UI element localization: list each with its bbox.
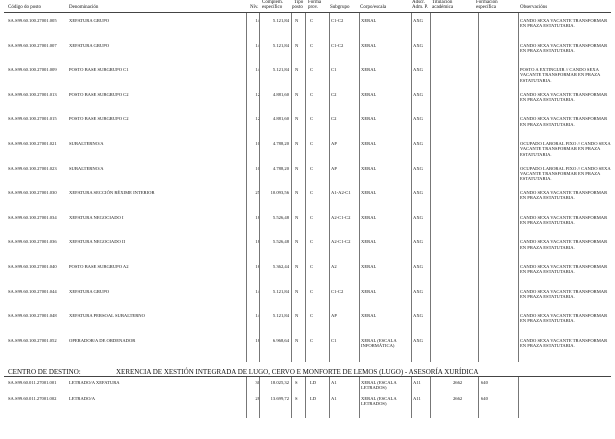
cell-adscr: AXG xyxy=(413,337,423,343)
cell-adscr: AXG xyxy=(413,67,423,73)
cell-forma: C xyxy=(310,116,314,122)
column-divider xyxy=(430,377,431,418)
cell-adscr: A11 xyxy=(413,380,421,385)
cell-complemento: 5.526,48 xyxy=(272,214,289,220)
header-corpo: Corpo/escala xyxy=(360,5,387,10)
cell-titulacion: 2662 xyxy=(453,396,463,401)
cell-subgrupo: A1-A2-C1 xyxy=(331,190,351,196)
cell-nivel: 12 xyxy=(255,116,260,122)
cell-adscr: AXG xyxy=(413,91,423,97)
cell-tipo: N xyxy=(295,313,299,319)
cell-tipo: N xyxy=(295,91,299,97)
cell-nivel: 10 xyxy=(255,141,260,146)
header-tipo-1: Tipo xyxy=(294,0,304,5)
cell-subgrupo: A1 xyxy=(331,396,337,401)
header-nivel: Nív. xyxy=(250,5,259,10)
header-complemento-2: específico xyxy=(262,5,283,10)
cell-denominacion: XEFATURA SECCIÓN RÉXIME INTERIOR xyxy=(69,190,155,196)
cell-complemento: 4.881,60 xyxy=(272,91,289,97)
cell-subgrupo: C1-C2 xyxy=(331,288,344,294)
cell-adscr: AXG xyxy=(413,42,423,48)
cell-adscr: A11 xyxy=(413,396,421,401)
cell-forma: C xyxy=(310,313,314,319)
cell-tipo: S xyxy=(295,380,298,385)
cell-tipo: N xyxy=(295,42,299,48)
cell-corpo: XERAL xyxy=(361,190,377,196)
column-divider xyxy=(291,377,292,418)
cell-observacions: CANDO SEXA VACANTE TRANSFORMAR EN PRAZA ESTATUTARIA. xyxy=(520,116,608,127)
cell-denominacion: POSTO BASE SUBGRUPO A2 xyxy=(69,264,129,269)
cell-tipo: N xyxy=(295,67,299,73)
cell-corpo: XERAL xyxy=(361,42,377,48)
cell-adscr: AXG xyxy=(413,116,423,122)
cell-adscr: AXG xyxy=(413,313,423,319)
cell-complemento: 5.121,84 xyxy=(272,18,289,23)
cell-complemento: 13.699,72 xyxy=(270,396,289,401)
column-divider xyxy=(359,13,360,362)
cell-denominacion: SUBALTERNO/A xyxy=(69,141,104,146)
cell-nivel: 10 xyxy=(255,165,260,171)
cell-forma: C xyxy=(310,141,314,146)
cell-observacions: CANDO SEXA VACANTE TRANSFORMAR EN PRAZA ESTATUTARIA. xyxy=(520,264,608,275)
cell-codigo: SA.S99.60.100.27001.048 xyxy=(8,313,57,319)
cell-subgrupo: C1 xyxy=(331,67,337,73)
cell-observacions: CANDO SEXA VACANTE TRANSFORMAR EN PRAZA ESTATUTARIA. xyxy=(520,42,608,53)
cell-corpo: XERAL xyxy=(361,313,377,319)
header-tipo-2: posto xyxy=(292,5,303,10)
cell-subgrupo: C1 xyxy=(331,337,337,343)
cell-corpo: XERAL xyxy=(361,116,377,122)
cell-nivel: 18 xyxy=(255,337,260,343)
cell-nivel: 30 xyxy=(255,380,260,385)
column-divider xyxy=(411,13,412,362)
cell-codigo: SA.S99.60.100.27001.023 xyxy=(8,165,57,171)
cell-forma: C xyxy=(310,91,314,97)
column-divider xyxy=(305,377,306,418)
cell-codigo: SA.S99.60.100.27001.052 xyxy=(8,337,57,343)
cell-forma: C xyxy=(310,165,314,171)
cell-nivel: 14 xyxy=(255,67,260,73)
cell-observacions: CANDO SEXA VACANTE TRANSFORMAR EN PRAZA ESTATUTARIA. xyxy=(520,288,608,299)
cell-complemento: 4.788,20 xyxy=(272,141,289,146)
cell-corpo: XERAL (ESCALA LETRADOS) xyxy=(361,380,397,391)
centro-rule xyxy=(4,376,611,377)
cell-nivel: 28 xyxy=(255,396,260,401)
column-divider xyxy=(329,377,330,418)
cell-formacion: 640 xyxy=(481,396,488,401)
cell-tipo: S xyxy=(295,396,298,401)
cell-adscr: AXG xyxy=(413,18,423,23)
cell-subgrupo: A2-C1-C2 xyxy=(331,239,351,245)
cell-nivel: 14 xyxy=(255,42,260,48)
cell-complemento: 4.881,60 xyxy=(272,116,289,122)
cell-corpo: XERAL xyxy=(361,67,377,73)
header-formacion-2: específica xyxy=(476,5,496,10)
cell-complemento: 5.362,44 xyxy=(272,264,289,269)
header-adscr-1: Adscr. xyxy=(412,0,425,5)
cell-corpo: XERAL xyxy=(361,214,377,220)
column-divider xyxy=(291,13,292,362)
cell-complemento: 6.968,64 xyxy=(272,337,289,343)
cell-nivel: 14 xyxy=(255,18,260,23)
cell-forma: C xyxy=(310,18,314,23)
cell-tipo: N xyxy=(295,18,299,23)
cell-adscr: AXG xyxy=(413,190,423,196)
column-divider xyxy=(305,13,306,362)
cell-forma: C xyxy=(310,337,314,343)
cell-denominacion: POSTO BASE SUBGRUPO C2 xyxy=(69,91,129,97)
cell-subgrupo: AP xyxy=(331,313,337,319)
cell-observacions: CANDO SEXA VACANTE TRANSFORMAR EN PRAZA ESTATUTARIA. xyxy=(520,239,608,250)
cell-forma: C xyxy=(310,239,314,245)
cell-tipo: N xyxy=(295,337,299,343)
cell-complemento: 5.121,84 xyxy=(272,42,289,48)
cell-complemento: 18.025,32 xyxy=(270,380,289,385)
cell-nivel: 18 xyxy=(255,239,260,245)
column-divider xyxy=(478,13,479,362)
column-divider xyxy=(518,13,519,362)
cell-corpo: XERAL xyxy=(361,91,377,97)
cell-tipo: N xyxy=(295,190,299,196)
cell-denominacion: POSTO BASE SUBGRUPO C2 xyxy=(69,116,129,122)
header-forma-2: prov. xyxy=(308,5,319,10)
cell-observacions: CANDO SEXA VACANTE TRANSFORMAR EN PRAZA ESTATUTARIA. xyxy=(520,313,608,324)
cell-codigo: SA.S99.60.100.27001.044 xyxy=(8,288,57,294)
cell-tipo: N xyxy=(295,141,299,146)
column-divider xyxy=(359,377,360,418)
cell-corpo: XERAL xyxy=(361,165,377,171)
cell-tipo: N xyxy=(295,165,299,171)
header-observacions: Observacións xyxy=(520,5,548,10)
cell-denominacion: LETRADO/A XEFATURA xyxy=(69,380,120,385)
cell-denominacion: XEFATURA GRUPO xyxy=(69,42,110,48)
header-codigo: Código do posto xyxy=(8,5,42,10)
cell-codigo: SA.S99.60.100.27001.021 xyxy=(8,141,57,146)
cell-denominacion: LETRADO/A xyxy=(69,396,96,401)
cell-codigo: SA.S99.60.011.27001.002 xyxy=(8,396,57,401)
column-divider xyxy=(430,13,431,362)
cell-corpo: XERAL xyxy=(361,239,377,245)
column-divider xyxy=(259,13,260,362)
cell-complemento: 5.526,48 xyxy=(272,239,289,245)
cell-codigo: SA.S99.60.100.27001.036 xyxy=(8,239,57,245)
cell-subgrupo: C1-C2 xyxy=(331,42,344,48)
cell-subgrupo: A2-C1-C2 xyxy=(331,214,351,220)
cell-tipo: N xyxy=(295,264,299,269)
cell-codigo: SA.S99.60.011.27001.001 xyxy=(8,380,57,385)
cell-complemento: 10.093,56 xyxy=(270,190,289,196)
cell-forma: LD xyxy=(310,380,317,385)
header-forma-1: Forma xyxy=(308,0,322,5)
cell-codigo: SA.S99.60.100.27001.009 xyxy=(8,67,57,73)
header-titulacion-1: Titulación xyxy=(432,0,453,5)
column-divider xyxy=(246,13,247,362)
cell-nivel: 25 xyxy=(255,190,260,196)
header-adscr-2: Adm. P. xyxy=(412,5,428,10)
cell-titulacion: 2662 xyxy=(453,380,463,385)
column-divider xyxy=(518,377,519,418)
cell-adscr: AXG xyxy=(413,165,423,171)
column-divider xyxy=(259,377,260,418)
cell-adscr: AXG xyxy=(413,214,423,220)
cell-adscr: AXG xyxy=(413,264,423,269)
cell-forma: C xyxy=(310,264,314,269)
cell-subgrupo: AP xyxy=(331,141,337,146)
cell-codigo: SA.S99.60.100.27001.034 xyxy=(8,214,57,220)
cell-observacions: CANDO SEXA VACANTE TRANSFORMAR EN PRAZA ESTATUTARIA. xyxy=(520,190,608,201)
cell-denominacion: SUBALTERNO/A xyxy=(69,165,104,171)
cell-denominacion: XEFATURA NEGOCIADO II xyxy=(69,239,126,245)
cell-complemento: 5.121,84 xyxy=(272,288,289,294)
cell-subgrupo: A1 xyxy=(331,380,337,385)
header-subgrupo: Subgrupo xyxy=(330,5,350,10)
header-complemento-1: Complem. xyxy=(262,0,283,5)
cell-tipo: N xyxy=(295,214,299,220)
cell-denominacion: XEFATURA GRUPO xyxy=(69,18,110,23)
cell-codigo: SA.S99.60.100.27001.015 xyxy=(8,116,57,122)
cell-corpo: XERAL (ESCALA LETRADOS) xyxy=(361,396,397,407)
cell-complemento: 4.788,20 xyxy=(272,165,289,171)
header-denominacion: Denominación xyxy=(69,5,99,10)
cell-forma: C xyxy=(310,42,314,48)
cell-corpo: XERAL xyxy=(361,141,377,146)
cell-formacion: 640 xyxy=(481,380,488,385)
header-titulacion-2: académica xyxy=(432,5,454,10)
cell-subgrupo: AP xyxy=(331,165,337,171)
cell-corpo: XERAL xyxy=(361,18,377,23)
centro-name: XERENCIA DE XESTIÓN INTEGRADA DE LUGO, CERVO E MONFORTE DE LEMOS (LUGO) - ASESORÍA XURÍDICA xyxy=(116,368,479,376)
column-divider xyxy=(246,377,247,418)
cell-nivel: 14 xyxy=(255,313,260,319)
cell-forma: LD xyxy=(310,396,317,401)
cell-nivel: 16 xyxy=(255,264,260,269)
cell-observacions: OCUPADO LABORAL FIXO // CANDO SEXA VACANTE TRANSFORMAR EN PRAZA ESTATUTARIA. xyxy=(520,165,611,182)
cell-subgrupo: C2 xyxy=(331,91,337,97)
cell-observacions: CANDO SEXA VACANTE TRANSFORMAR EN PRAZA ESTATUTARIA. xyxy=(520,91,608,103)
cell-denominacion: XEFATURA GRUPO xyxy=(69,288,110,294)
cell-observacions: OCUPADO LABORAL FIXO // CANDO SEXA VACANTE TRANSFORMAR EN PRAZA ESTATUTARIA. xyxy=(520,141,611,157)
cell-denominacion: XEFATURA NEGOCIADO I xyxy=(69,214,124,220)
cell-adscr: AXG xyxy=(413,141,423,146)
cell-nivel: 12 xyxy=(255,91,260,97)
cell-subgrupo: C2 xyxy=(331,116,337,122)
cell-observacions: CANDO SEXA VACANTE TRANSFORMAR EN PRAZA ESTATUTARIA. xyxy=(520,18,608,29)
cell-nivel: 14 xyxy=(255,288,260,294)
header-formacion-1: Formación xyxy=(476,0,498,5)
cell-adscr: AXG xyxy=(413,288,423,294)
cell-corpo: XERAL xyxy=(361,288,377,294)
cell-subgrupo: C1-C2 xyxy=(331,18,344,23)
cell-observacions: CANDO SEXA VACANTE TRANSFORMAR EN PRAZA ESTATUTARIA. xyxy=(520,214,608,226)
cell-tipo: N xyxy=(295,288,299,294)
cell-corpo: XERAL xyxy=(361,264,377,269)
cell-forma: C xyxy=(310,190,314,196)
cell-denominacion: XEFATURA PERSOAL SUBALTERNO xyxy=(69,313,145,319)
cell-codigo: SA.S99.60.100.27001.040 xyxy=(8,264,57,269)
cell-denominacion: POSTO BASE SUBGRUPO C1 xyxy=(69,67,129,73)
cell-forma: C xyxy=(310,67,314,73)
cell-observacions: CANDO SEXA VACANTE TRANSFORMAR EN PRAZA ESTATUTARIA. xyxy=(520,337,608,349)
cell-subgrupo: A2 xyxy=(331,264,337,269)
cell-codigo: SA.S99.60.100.27001.013 xyxy=(8,91,57,97)
cell-complemento: 5.121,84 xyxy=(272,313,289,319)
cell-corpo: XERAL (ESCALA INFORMÁTICA) xyxy=(361,337,397,349)
cell-adscr: AXG xyxy=(413,239,423,245)
centro-label: CENTRO DE DESTINO: xyxy=(8,368,81,376)
column-divider xyxy=(478,377,479,418)
column-divider xyxy=(329,13,330,362)
cell-codigo: SA.S99.60.100.27001.005 xyxy=(8,18,57,23)
cell-forma: C xyxy=(310,214,314,220)
cell-observacions: POSTO A EXTINGUIR // CANDO SEXA VACANTE TRANSFORMAR EN PRAZA ESTATUTARIA. xyxy=(520,67,601,83)
cell-forma: C xyxy=(310,288,314,294)
column-divider xyxy=(411,377,412,418)
cell-codigo: SA.S99.60.100.27001.007 xyxy=(8,42,57,48)
cell-complemento: 5.121,84 xyxy=(272,67,289,73)
cell-nivel: 18 xyxy=(255,214,260,220)
cell-denominacion: OPERADOR/A DE ORDENADOR xyxy=(69,337,136,343)
cell-codigo: SA.S99.60.100.27001.030 xyxy=(8,190,57,196)
cell-tipo: N xyxy=(295,239,299,245)
cell-tipo: N xyxy=(295,116,299,122)
